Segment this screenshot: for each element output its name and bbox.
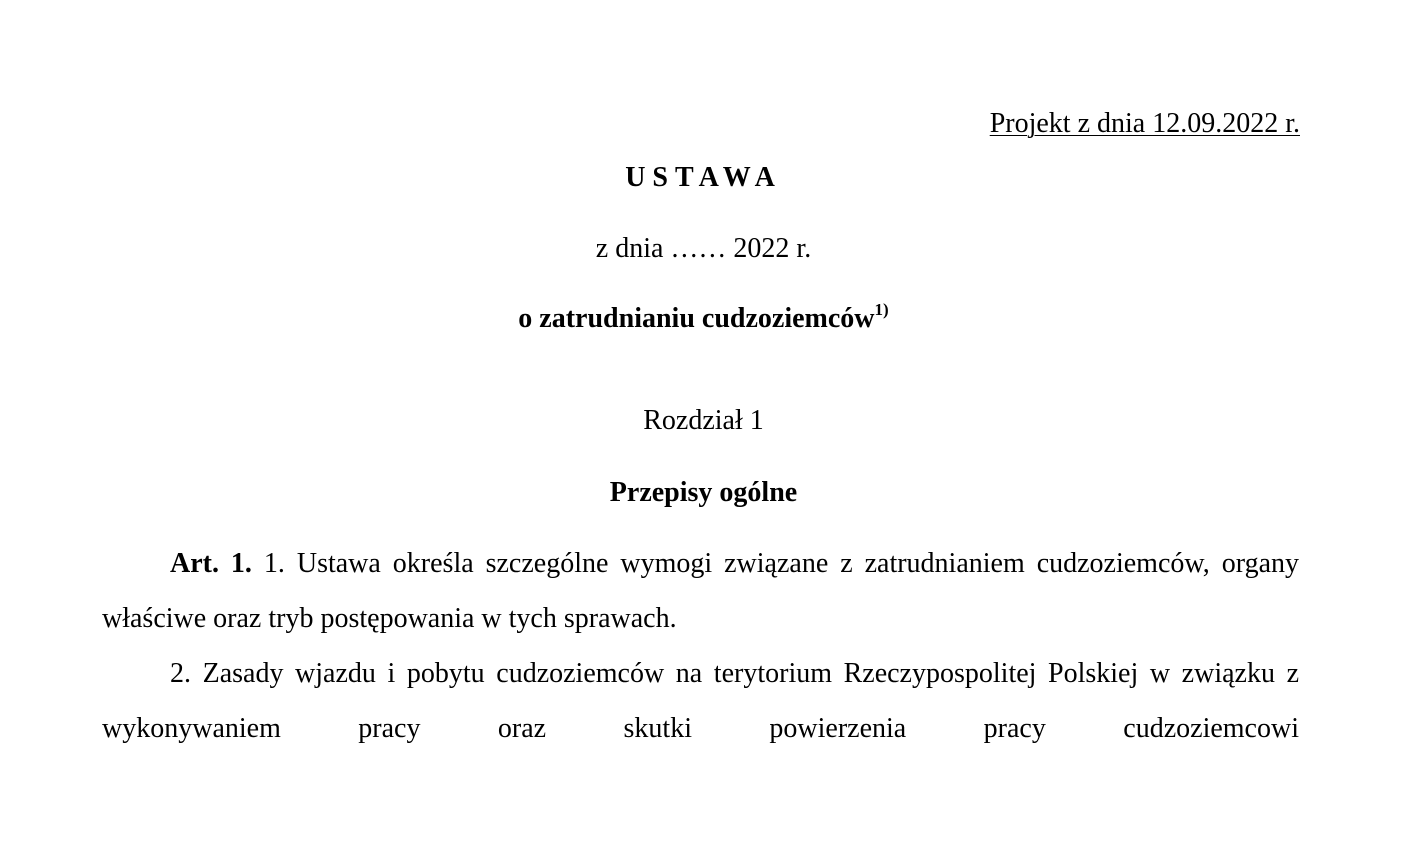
act-title-heading [0,299,1407,339]
article-1-paragraph-2 [102,646,1299,756]
paragraph-2-text: 2. Zasady wjazdu i pobytu cudzoziemców na terytorium Rzeczypospolitej Polskiej w związku z wykonywaniem pracy oraz skutki powierzenia pracy cudzoziemcowi [102,658,1299,744]
act-type-heading: USTAWA [625,162,782,193]
paragraph-1-text: 1. Ustawa określa szczególne wymogi związane z zatrudnianiem cudzoziemców, organy właściwe oraz tryb postępowania w tych sprawach. [102,548,1299,634]
chapter-title: Przepisy ogólne [609,477,798,508]
article-label: Art. 1. [170,548,252,579]
article-1-paragraph-1 [102,536,1299,646]
footnote-reference[interactable]: 1) [874,300,889,319]
chapter-number: Rozdział 1 [643,405,764,436]
project-date-label: Projekt z dnia 12.09.2022 r. [989,108,1300,139]
act-title-text: o zatrudnianiu cudzoziemców [518,303,875,334]
act-date-line: z dnia …… 2022 r. [595,233,812,264]
